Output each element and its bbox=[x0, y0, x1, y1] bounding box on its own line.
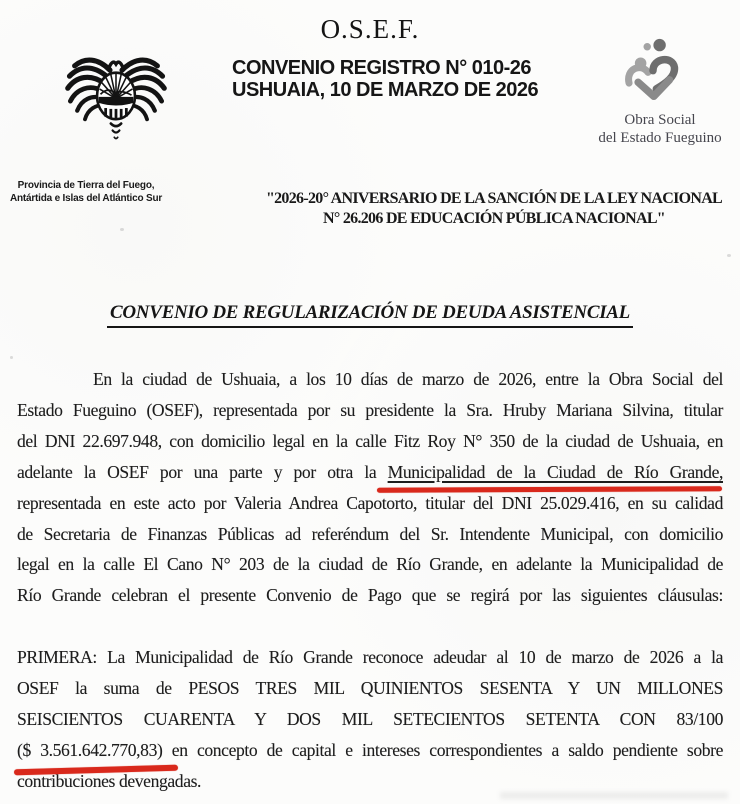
p1-line-7: legal en la calle El Cano N° 203 de la ciudad de Río Grande, en adelante la Municipalidad de bbox=[17, 554, 723, 575]
osef-logo-caption bbox=[578, 112, 740, 147]
osef-logo-caption-line-1: Obra Social bbox=[624, 112, 696, 128]
p1-line-8: Río Grande celebran el presente Convenio de Pago que se regirá por las siguientes cláusulas: bbox=[17, 585, 723, 606]
anniversary-slogan bbox=[248, 189, 740, 229]
osef-logo-caption-line-2: del Estado Fueguino bbox=[598, 129, 722, 146]
scan-speck bbox=[727, 254, 731, 257]
highlighted-municipality-phrase: Municipalidad de la Ciudad de Río Grande, bbox=[387, 461, 723, 482]
province-caption-line-1: Provincia de Tierra del Fuego, bbox=[17, 180, 155, 191]
tierra-del-fuego-coat-of-arms-icon bbox=[60, 46, 172, 158]
registry-line-2: USHUAIA, 10 DE MARZO DE 2026 bbox=[232, 79, 539, 101]
scan-speck bbox=[120, 228, 124, 231]
province-caption bbox=[0, 180, 172, 205]
anniversary-slogan-line-2: N° 26.206 DE EDUCACIÓN PÚBLICA NACIONAL" bbox=[323, 210, 665, 227]
p1-line-4-text: adelante la OSEF por una parte y por otra la bbox=[17, 461, 377, 482]
registry-block bbox=[232, 57, 538, 101]
primera-clause-paragraph bbox=[17, 642, 723, 797]
province-caption-line-2: Antártida e Islas del Atlántico Sur bbox=[9, 192, 163, 204]
p2-line-1: PRIMERA: La Municipalidad de Río Grande reconoce adeudar al 10 de marzo de 2026 a la bbox=[17, 647, 723, 667]
scan-speck bbox=[10, 356, 13, 359]
p2-line-5: contribuciones devengadas. bbox=[17, 770, 202, 791]
p1-line-6: de Secretaria de Finanzas Públicas ad referéndum del Sr. Intendente Municipal, con domicilio bbox=[17, 523, 723, 544]
anniversary-slogan-line-1: "2026-20° ANIVERSARIO DE LA SANCIÓN DE LA LEY NACIONAL bbox=[265, 190, 723, 207]
org-acronym: O.S.E.F. bbox=[320, 14, 420, 44]
osef-heart-logo-icon bbox=[614, 36, 692, 112]
document-title-row bbox=[0, 302, 740, 328]
document-title: CONVENIO DE REGULARIZACIÓN DE DEUDA ASISTENCIAL bbox=[107, 302, 633, 328]
p1-line-1: En la ciudad de Ushuaia, a los 10 días de marzo de 2026, entre la Obra Social del bbox=[93, 369, 723, 389]
p2-line-4: ($ 3.561.642.770,83) en concepto de capital e intereses correspondientes a saldo pendiente sobre bbox=[17, 739, 723, 760]
p2-line-2: OSEF la suma de PESOS TRES MIL QUINIENTOS SESENTA Y UN MILLONES bbox=[17, 677, 723, 698]
p2-line-3: SEISCIENTOS CUARENTA Y DOS MIL SETECIENTOS SETENTA CON 83/100 bbox=[17, 708, 723, 729]
p1-line-4 bbox=[17, 457, 723, 488]
scan-smudge bbox=[500, 792, 728, 799]
p1-line-3: del DNI 22.697.948, con domicilio legal en la calle Fitz Roy N° 350 de la ciudad de Ushuaia, en bbox=[17, 430, 723, 451]
p1-line-2: Estado Fueguino (OSEF), representada por su presidente la Sra. Hruby Mariana Silvina, titular bbox=[17, 399, 723, 420]
p1-line-5: representada en este acto por Valeria Andrea Capotorto, titular del DNI 25.029.416, en su calidad bbox=[17, 492, 723, 513]
registry-line-1: CONVENIO REGISTRO N° 010-26 bbox=[232, 57, 532, 79]
